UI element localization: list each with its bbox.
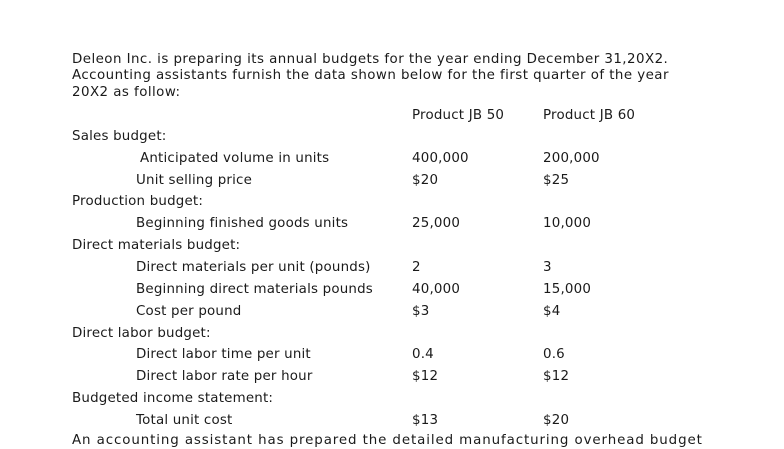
table-row (0, 413, 784, 433)
section-heading-labor (0, 326, 784, 346)
row-label: Beginning finished goods units (136, 216, 349, 231)
table-row (0, 151, 784, 171)
value-jb60: $25 (543, 173, 570, 188)
section-title: Budgeted income statement: (72, 391, 274, 406)
value-jb60: 15,000 (543, 282, 592, 297)
column-header-jb60: Product JB 60 (543, 108, 636, 123)
intro-line: Accounting assistants furnish the data shown below for the first quarter of the year (72, 68, 669, 84)
section-title: Direct labor budget: (72, 326, 211, 341)
value-jb60: $4 (543, 304, 561, 319)
section-heading-materials (0, 238, 784, 258)
value-jb50: 25,000 (412, 216, 461, 231)
row-label: Direct materials per unit (pounds) (136, 260, 371, 275)
row-label: Unit selling price (136, 173, 253, 188)
section-title: Production budget: (72, 194, 204, 209)
column-header-jb50: Product JB 50 (412, 108, 505, 123)
value-jb60: $12 (543, 369, 570, 384)
section-heading-production (0, 194, 784, 214)
table-row (0, 304, 784, 324)
row-label: Cost per pound (136, 304, 242, 319)
table-row (0, 282, 784, 302)
value-jb50: $12 (412, 369, 439, 384)
value-jb60: 0.6 (543, 347, 565, 362)
value-jb60: $20 (543, 413, 570, 428)
value-jb50: 2 (412, 260, 421, 275)
section-title: Sales budget: (72, 129, 167, 144)
column-header-row (0, 108, 784, 128)
table-row (0, 260, 784, 280)
row-label: Beginning direct materials pounds (136, 282, 373, 297)
value-jb60: 3 (543, 260, 552, 275)
intro-line: Deleon Inc. is preparing its annual budgets for the year ending December 31,20X2. (72, 52, 669, 67)
value-jb60: 200,000 (543, 151, 600, 166)
row-label: Total unit cost (136, 413, 233, 428)
section-title: Direct materials budget: (72, 238, 241, 253)
value-jb50: $3 (412, 304, 430, 319)
value-jb50: 400,000 (412, 151, 469, 166)
value-jb50: 40,000 (412, 282, 461, 297)
row-label: Direct labor time per unit (136, 347, 311, 362)
intro-paragraph (72, 52, 712, 101)
row-label: Direct labor rate per hour (136, 369, 313, 384)
value-jb60: 10,000 (543, 216, 592, 231)
value-jb50: 0.4 (412, 347, 434, 362)
intro-line: 20X2 as follow: (72, 84, 181, 100)
row-label: Anticipated volume in units (140, 151, 330, 166)
section-heading-income (0, 391, 784, 411)
value-jb50: $13 (412, 413, 439, 428)
table-row (0, 369, 784, 389)
cutoff-text-line: An accounting assistant has prepared the detailed manufacturing overhead budget (72, 433, 703, 448)
table-row (0, 216, 784, 236)
table-row (0, 173, 784, 193)
table-row (0, 347, 784, 367)
value-jb50: $20 (412, 173, 439, 188)
section-heading-sales (0, 129, 784, 149)
